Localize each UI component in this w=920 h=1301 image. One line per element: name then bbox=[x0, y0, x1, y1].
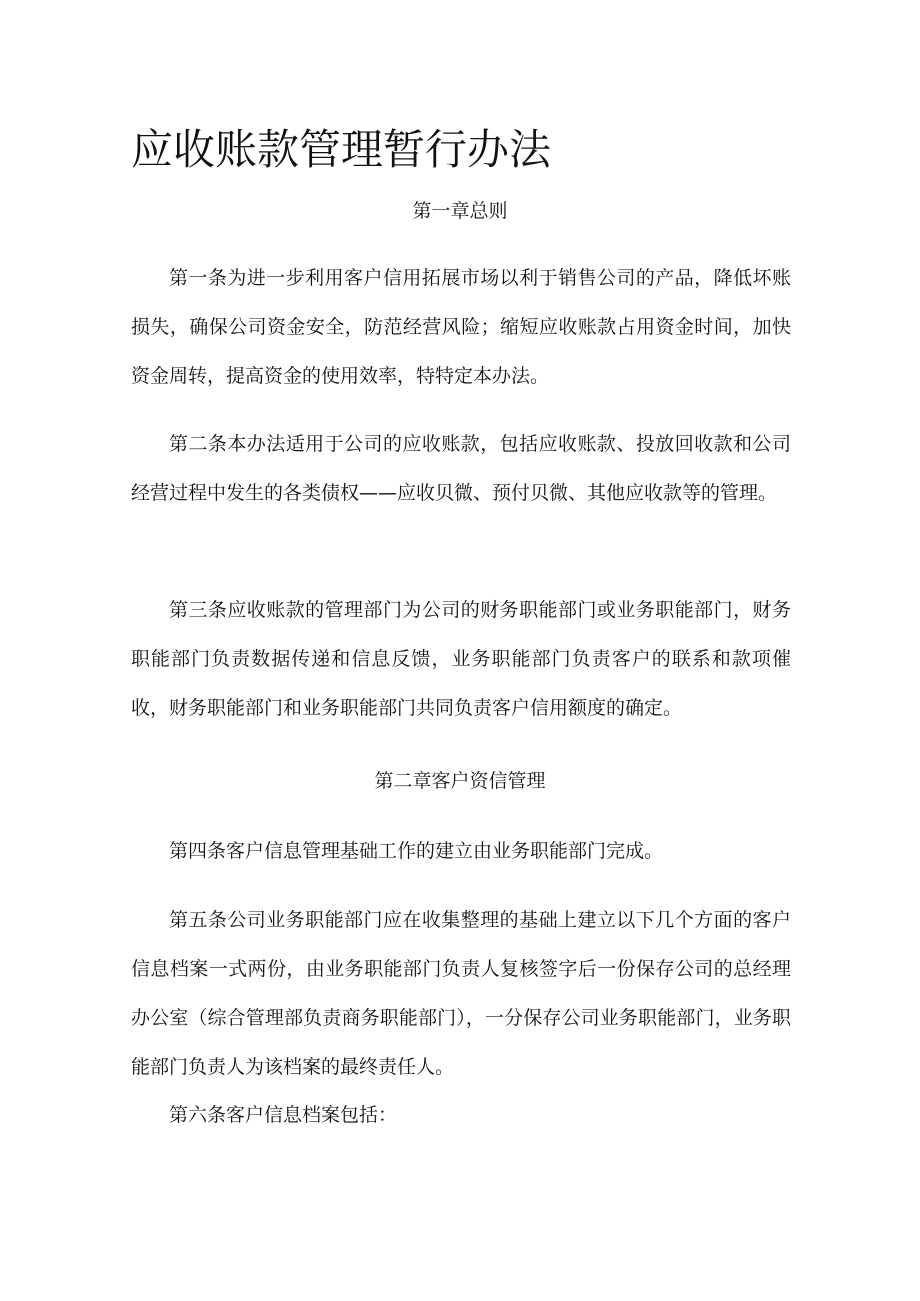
article-6: 第六条客户信息档案包括： bbox=[169, 1104, 398, 1126]
article-1: 第一条为进一步利用客户信用拓展市场以利于销售公司的产品，降低坏账损失，确保公司资金安全，防范经营风险；缩短应收账款占用资金时间，加快资金周转，提高资金的使用效率，特特定本办法。 bbox=[131, 267, 791, 387]
article-5: 第五条公司业务职能部门应在收集整理的基础上建立以下几个方面的客户信息档案一式两份，由业务职能部门负责人复核签字后一份保存公司的总经理办公室（综合管理部负责商务职能部门），一分保存公司业务职能部门，业务职能部门负责人为该档案的最终责任人。 bbox=[131, 909, 791, 1078]
article-2: 第二条本办法适用于公司的应收账款，包括应收账款、投放回收款和公司经营过程中发生的各类债权——应收贝微、预付贝微、其他应收款等的管理。 bbox=[131, 433, 791, 504]
chapter-heading-general: 第一章总则 bbox=[412, 200, 508, 222]
document-title: 应收账款管理暂行办法 bbox=[131, 125, 552, 174]
article-4: 第四条客户信息管理基础工作的建立由业务职能部门完成。 bbox=[169, 840, 664, 862]
article-3: 第三条应收账款的管理部门为公司的财务职能部门或业务职能部门，财务职能部门负责数据传递和信息反馈，业务职能部门负责客户的联系和款项催收，财务职能部门和业务职能部门共同负责客户信用额度的确定。 bbox=[131, 599, 791, 719]
chapter-heading-credit: 第二章客户资信管理 bbox=[374, 770, 546, 792]
